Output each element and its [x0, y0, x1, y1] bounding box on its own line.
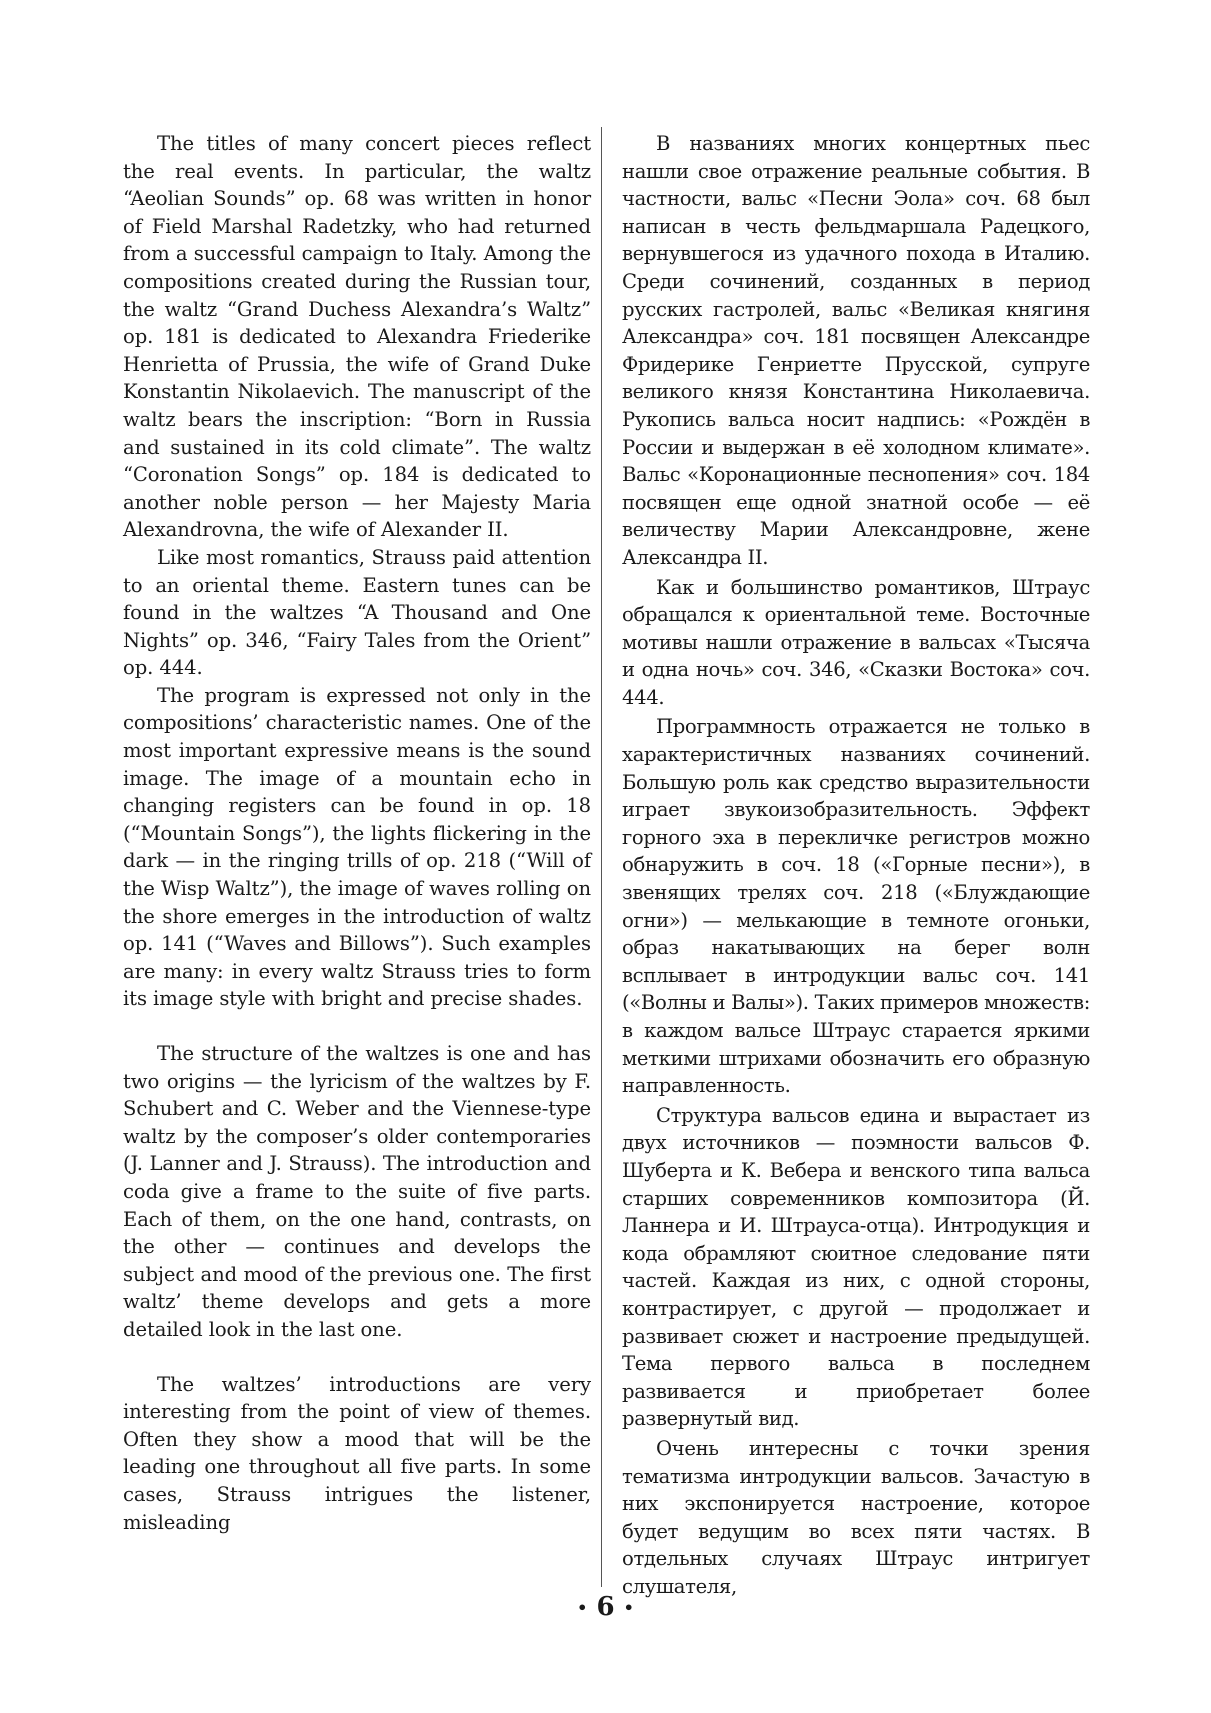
english-paragraph-1: The titles of many concert pieces reflect the real events. In particular, the waltz “Aeolian Sounds” op. 68 was written in honor of Field Marshal Radetzky, who had returned from a successful campaign to Italy. Among the compositions created during the Russian tour, the waltz “Grand Duchess Alexandra’s Waltz” op. 181 is dedicated to Alexandra Friederike Henrietta of Prussia, the wife of Grand Duke Konstantin Nikolaevich. The manuscript of the waltz bears the inscription: “Born in Russia and sustained in its cold climate”. The waltz “Coronation Songs” op. 184 is dedicated to another noble person — her Majesty Maria Alexandrovna, the wife of Alexander II.: [123, 132, 591, 542]
russian-paragraph-5: Очень интересны с точки зрения тематизма интродукции вальсов. Зачастую в них экспонируется настроение, которое будет ведущим во всех пяти частях. В отдельных случаях Штраус интригует слушателя,: [622, 1436, 1090, 1598]
russian-paragraph-4: Структура вальсов едина и вырастает из двух источников — поэмности вальсов Ф. Шуберта и К. Вебера и венского типа вальса старших современников композитора (Й. Ланнера и И. Штрауса-отца). Интродукция и кода обрамляют сюитное следование пяти частей. Каждая из них, с одной стороны, контрастирует, с другой — продолжает и развивает сюжет и настроение предыдущей. Тема первого вальса в последнем развивается и приобретает более развернутый вид.: [622, 1103, 1090, 1431]
english-paragraph-4: The structure of the waltzes is one and has two origins — the lyricism of the waltzes by F. Schubert and C. Weber and the Viennese-type waltz by the composer’s older contemporaries (J. Lanner and J. Strauss). The introduction and coda give a frame to the suite of five parts. Each of them, on the one hand, contrasts, on the other — continues and develops the subject and mood of the previous one. The first waltz’ theme develops and gets a more detailed look in the last one.: [123, 1042, 591, 1341]
page-number: [0, 1592, 1211, 1623]
russian-paragraph-3: Программность отражается не только в характеристичных названиях сочинений. Большую роль как средство выразительности играет звукоизобразительность. Эффект горного эха в перекличке регистров можно обнаружить в соч. 18 («Горные песни»), в звенящих трелях соч. 218 («Блуждающие огни») — мелькающие в темноте огоньки, образ накатывающих на берег волн всплывает в интродукции вальс соч. 141 («Волны и Валы»). Таких примеров множеств: в каждом вальсе Штраус старается яркими меткими штрихами обозначить его образную направленность.: [622, 715, 1090, 1098]
english-paragraph-2: Like most romantics, Strauss paid attention to an oriental theme. Eastern tunes can be found in the waltzes “A Thousand and One Nights” op. 346, “Fairy Tales from the Orient” op. 444.: [123, 545, 591, 680]
page-number-value: 6: [596, 1592, 615, 1622]
russian-paragraph-1: В названиях многих концертных пьес нашли свое отражение реальные события. В частности, вальс «Песни Эола» соч. 68 был написан в честь фельдмаршала Радецкого, вернувшегося из удачного похода в Италию. Среди сочинений, созданных в период русских гастролей, вальс «Великая княгиня Александра» соч. 181 посвящен Александре Фридерике Генриетте Прусской, супруге великого князя Константина Николаевича. Рукопись вальса носит надпись: «Рождён в России и выдержан в её холодном климате». Вальс «Коронационные песнопения» соч. 184 посвящен еще одной знатной особе — её величеству Марии Александровне, жене Александра II.: [622, 132, 1090, 569]
english-paragraph-3: The program is expressed not only in the compositions’ characteristic names. One of the most important expressive means is the sound image. The image of a mountain echo in changing registers can be found in op. 18 (“Mountain Songs”), the lights flickering in the dark — in the ringing trills of op. 218 (“Will of the Wisp Waltz”), the image of waves rolling on the shore emerges in the introduction of waltz op. 141 (“Waves and Billows”). Such examples are many: in every waltz Strauss tries to form its image style with bright and precise shades.: [123, 683, 591, 1011]
english-column: [123, 130, 591, 1536]
english-paragraph-5: The waltzes’ introductions are very interesting from the point of view of themes. Often they show a mood that will be the leading one throughout all five parts. In some cases, Strauss intrigues the listener, misleading: [123, 1372, 591, 1534]
column-divider: [601, 127, 602, 1587]
russian-paragraph-2: Как и большинство романтиков, Штраус обращался к ориентальной теме. Восточные мотивы нашли отражение в вальсах «Тысяча и одна ночь» соч. 346, «Сказки Востока» соч. 444.: [622, 575, 1090, 709]
russian-column: [622, 130, 1090, 1600]
page-number-bullet-left: •: [577, 1598, 588, 1617]
page-number-bullet-right: •: [623, 1598, 634, 1617]
